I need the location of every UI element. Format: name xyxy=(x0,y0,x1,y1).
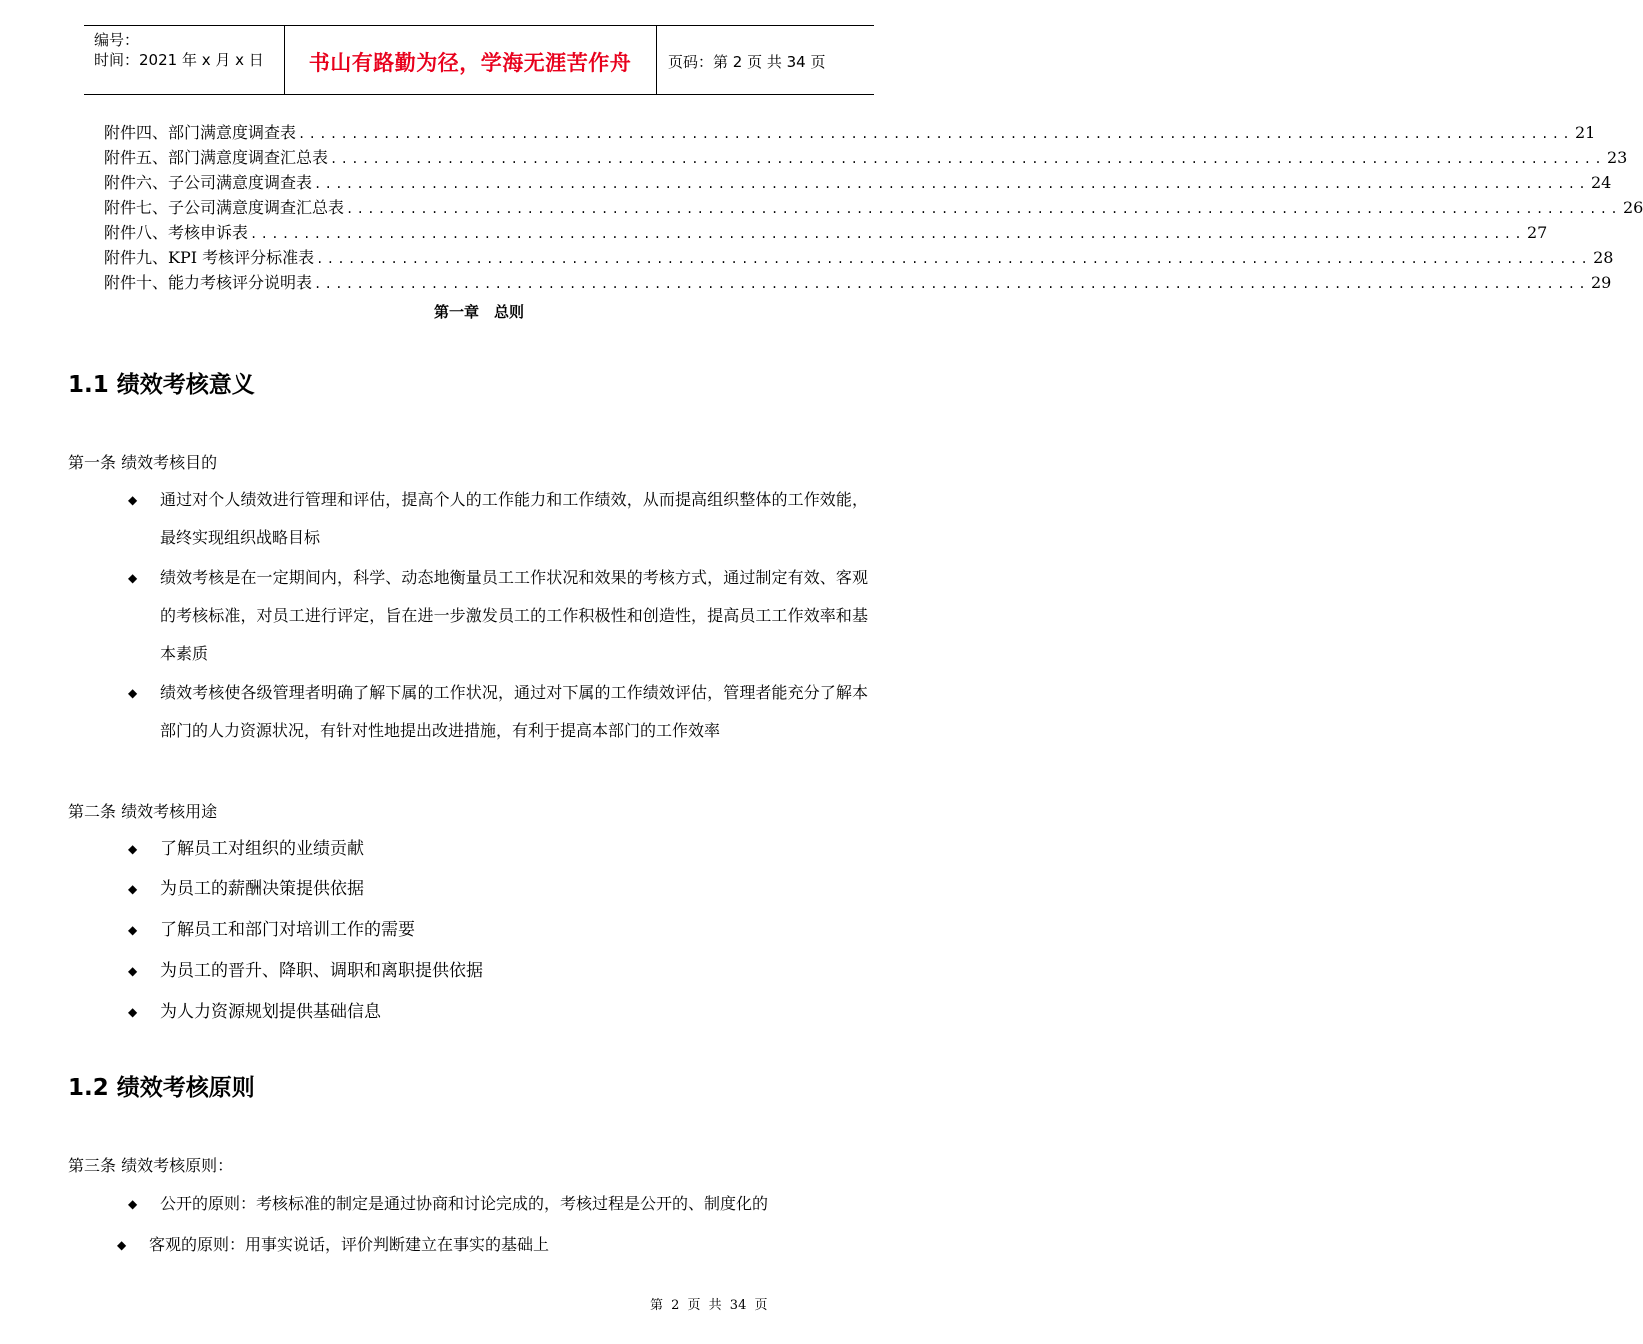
diamond-bullet-icon: ◆ xyxy=(128,964,138,978)
toc-leader: ........................................................................................................................ xyxy=(250,227,1525,241)
article-heading: 第二条 绩效考核用途 xyxy=(68,802,218,821)
list-item xyxy=(128,674,868,788)
list-item xyxy=(128,870,868,908)
toc-entry[interactable] xyxy=(104,145,1628,170)
toc-entry[interactable] xyxy=(104,170,1612,195)
time-label: 时间：2021 年 x 月 x 日 xyxy=(94,51,264,69)
header-page-info: 页码：第 2 页 共 34 页 xyxy=(668,53,826,71)
diamond-bullet-icon: ◆ xyxy=(128,571,138,585)
list-item xyxy=(128,830,868,868)
list-item-text: 绩效考核是在一定期间内，科学、动态地衡量员工工作状况和效果的考核方式，通过制定有效、客观的考核标准，对员工进行评定，旨在进一步激发员工的工作积极性和创造性，提高员工工作效率和基本素质 xyxy=(160,568,868,663)
diamond-bullet-icon: ◆ xyxy=(128,923,138,937)
page-footer: 第 2 页 共 34 页 xyxy=(650,1298,768,1313)
article-heading: 第三条 绩效考核原则： xyxy=(68,1156,234,1175)
chapter-title: 第一章 总则 xyxy=(433,303,524,321)
toc-page: 23 xyxy=(1606,148,1628,167)
list-item-text: 为人力资源规划提供基础信息 xyxy=(160,1002,381,1022)
section-heading: 1.2 绩效考核原则 xyxy=(68,1075,255,1101)
diamond-bullet-icon: ◆ xyxy=(128,1005,138,1019)
toc-page: 29 xyxy=(1590,273,1612,292)
article-heading: 第一条 绩效考核目的 xyxy=(68,453,218,472)
diamond-bullet-icon: ◆ xyxy=(128,493,138,507)
toc-entry[interactable] xyxy=(104,270,1612,295)
list-item-text: 为员工的晋升、降职、调职和离职提供依据 xyxy=(160,961,483,981)
toc-title: 附件六、子公司满意度调查表 xyxy=(104,173,313,192)
diamond-bullet-icon: ◆ xyxy=(128,1197,138,1211)
toc-page: 24 xyxy=(1590,173,1612,192)
list-item-text: 通过对个人绩效进行管理和评估，提高个人的工作能力和工作绩效，从而提高组织整体的工作效能，最终实现组织战略目标 xyxy=(160,490,868,547)
list-item-text: 公开的原则：考核标准的制定是通过协商和讨论完成的，考核过程是公开的、制度化的 xyxy=(160,1194,769,1213)
diamond-bullet-icon: ◆ xyxy=(128,842,138,856)
header-divider xyxy=(656,26,657,94)
list-item-text: 绩效考核使各级管理者明确了解下属的工作状况，通过对下属的工作绩效评估，管理者能充分了解本部门的人力资源状况，有针对性地提出改进措施，有利于提高本部门的工作效率 xyxy=(160,683,868,740)
toc-title: 附件四、部门满意度调查表 xyxy=(104,123,297,142)
serial-label: 编号： xyxy=(94,31,140,49)
toc-page: 28 xyxy=(1593,248,1614,267)
toc-title: 附件五、部门满意度调查汇总表 xyxy=(104,148,329,167)
toc-entry[interactable] xyxy=(104,120,1596,145)
list-item xyxy=(128,993,868,1031)
list-item-text: 了解员工对组织的业绩贡献 xyxy=(160,839,364,859)
diamond-bullet-icon: ◆ xyxy=(128,882,138,896)
toc-leader: ........................................................................................................................ xyxy=(298,127,1573,141)
toc-leader: ........................................................................................................................ xyxy=(330,152,1605,166)
toc-leader: ........................................................................................................................ xyxy=(314,177,1589,191)
list-item xyxy=(117,1226,857,1264)
list-item-text: 客观的原则：用事实说话，评价判断建立在事实的基础上 xyxy=(149,1235,550,1254)
toc-entry[interactable] xyxy=(104,245,1614,270)
diamond-bullet-icon: ◆ xyxy=(117,1238,127,1252)
list-item-text: 为员工的薪酬决策提供依据 xyxy=(160,879,364,899)
list-item xyxy=(128,911,868,949)
toc-title: 附件十、能力考核评分说明表 xyxy=(104,273,313,292)
toc-title: 附件九、KPI 考核评分标准表 xyxy=(104,248,315,267)
list-item-text: 了解员工和部门对培训工作的需要 xyxy=(160,920,415,940)
toc-title: 附件七、子公司满意度调查汇总表 xyxy=(104,198,345,217)
toc-page: 26 xyxy=(1622,198,1643,217)
list-item xyxy=(128,481,868,557)
toc-page: 27 xyxy=(1526,223,1548,242)
toc-leader: ........................................................................................................................ xyxy=(314,277,1589,291)
list-item xyxy=(128,952,868,990)
list-item xyxy=(128,1185,898,1223)
header-motto: 书山有路勤为径，学海无涯苦作舟 xyxy=(308,51,632,75)
toc-entry[interactable] xyxy=(104,220,1548,245)
table-of-contents xyxy=(104,120,1643,295)
diamond-bullet-icon: ◆ xyxy=(128,686,138,700)
toc-leader: ........................................................................................................................ xyxy=(316,252,1592,266)
toc-entry[interactable] xyxy=(104,195,1643,220)
list-item xyxy=(128,559,868,673)
page-header xyxy=(84,25,874,95)
toc-leader: ........................................................................................................................ xyxy=(346,202,1621,216)
header-meta xyxy=(94,30,264,70)
toc-title: 附件八、考核申诉表 xyxy=(104,223,249,242)
toc-page: 21 xyxy=(1574,123,1596,142)
section-heading: 1.1 绩效考核意义 xyxy=(68,372,255,398)
